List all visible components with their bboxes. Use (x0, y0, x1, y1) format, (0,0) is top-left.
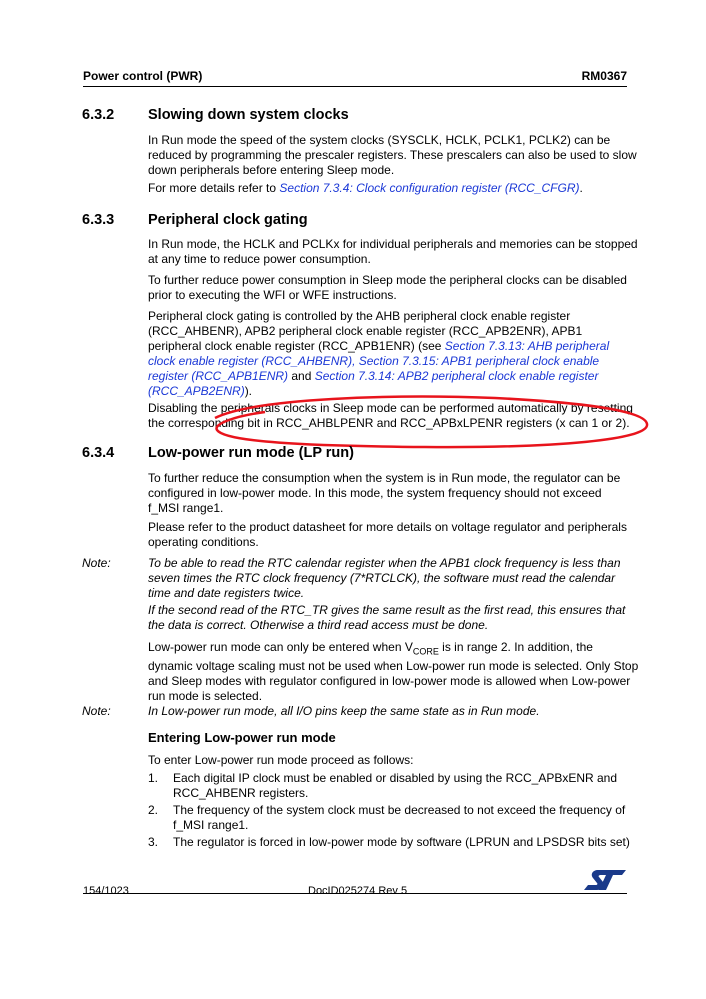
text-line: Please refer to the product datasheet for more details on voltage regulator and peripherals (148, 520, 627, 534)
text-line: Peripheral clock gating is controlled by the AHB peripheral clock enable register (148, 309, 571, 323)
text-line: time and date registers twice. (148, 586, 305, 600)
text-line: down peripherals before entering Sleep mode. (148, 163, 395, 177)
paragraph-lp-run-conditions (148, 640, 639, 704)
paragraph-datasheet-ref (148, 520, 630, 550)
section-title-6-3-2: Slowing down system clocks (148, 107, 349, 123)
paragraph-more-details (148, 181, 630, 196)
text-line: (RCC_AHBENR), APB2 peripheral clock enable register (RCC_APB2ENR), APB1 (148, 324, 583, 338)
paragraph-enter-intro (148, 753, 630, 768)
header-section-title: Power control (PWR) (83, 69, 203, 83)
text-line: seven times the RTC clock frequency (7*RTCLCK), the software must read the calendar (148, 571, 616, 585)
text-span: Low-power run mode can only be entered when V (148, 640, 413, 654)
section-title-6-3-3: Peripheral clock gating (148, 212, 308, 228)
header-doc-id: RM0367 (581, 69, 627, 83)
header-divider (83, 86, 627, 87)
section-number-6-3-2: 6.3.2 (82, 107, 115, 123)
note-label: Note: (82, 556, 111, 570)
link-section-7-3-4[interactable]: Section 7.3.4: Clock configuration register (RCC_CFGR) (279, 181, 580, 195)
text-line: The regulator is forced in low-power mode by software (LPRUN and LPSDSR bits set) (173, 835, 630, 849)
text-line: In Run mode the speed of the system clocks (SYSCLK, HCLK, PCLK1, PCLK2) can be (148, 133, 611, 147)
link-section-7-3-15[interactable]: clock enable register (RCC_AHBENR), Section 7.3.15: APB1 peripheral clock enable (148, 354, 600, 368)
text-line: Each digital IP clock must be enabled or disabled by using the RCC_APBxENR and (173, 771, 618, 785)
text-line: the corresponding bit in RCC_AHBLPENR and RCC_APBxLPENR registers (x can 1 or 2). (148, 416, 630, 430)
link-register-apb1enr[interactable]: register (RCC_APB1ENR) (148, 369, 289, 383)
note-rtc-calendar (148, 556, 630, 601)
section-number-6-3-3: 6.3.3 (82, 212, 115, 228)
text-line: In Run mode, the HCLK and PCLKx for individual peripherals and memories can be stopped (148, 237, 638, 251)
link-register-apb2enr[interactable]: (RCC_APB2ENR) (148, 384, 245, 398)
text-span: For more details refer to (148, 181, 280, 195)
text-line: operating conditions. (148, 535, 259, 549)
link-section-7-3-13[interactable]: Section 7.3.13: AHB peripheral (444, 339, 610, 353)
note-label: Note: (82, 704, 111, 718)
text-span: ). (244, 384, 253, 398)
text-line: To further reduce power consumption in Sleep mode the peripheral clocks can be disabled (148, 273, 627, 287)
text-line: Disabling the peripherals clocks in Sleep mode can be performed automatically by resetting (148, 401, 633, 415)
text-line: RCC_AHBENR registers. (173, 786, 309, 800)
paragraph-sleep-mode-clocks (148, 273, 630, 303)
note-rtc-second-read (148, 603, 630, 633)
text-line: To be able to read the RTC calendar register when the APB1 clock frequency is less than (148, 556, 621, 570)
paragraph-disabling-clocks (148, 401, 633, 431)
text-span: . (579, 181, 583, 195)
text-line: If the second read of the RTC_TR gives the same result as the first read, this ensures that (148, 603, 626, 617)
section-title-6-3-4: Low-power run mode (LP run) (148, 445, 354, 461)
subheading-entering-lp-run: Entering Low-power run mode (148, 730, 336, 745)
paragraph-clock-gating-registers (148, 309, 630, 399)
text-line: The frequency of the system clock must be decreased to not exceed the frequency of (173, 803, 626, 817)
text-line: To enter Low-power run mode proceed as follows: (148, 753, 414, 767)
text-line: at any time to reduce power consumption. (148, 252, 371, 266)
st-logo-icon (584, 870, 626, 890)
section-number-6-3-4: 6.3.4 (82, 445, 115, 461)
subscript-core: CORE (412, 646, 439, 657)
text-line: prior to executing the WFI or WFE instructions. (148, 288, 397, 302)
text-line: dynamic voltage scaling must not be used when Low-power run mode is selected. Only Stop (148, 659, 639, 674)
footer-doc-id: DocID025274 Rev 5 (308, 885, 408, 897)
text-line: run mode is selected. (148, 689, 263, 704)
list-item-number: 3. (148, 835, 159, 849)
text-line: f_MSI range1. (173, 818, 249, 832)
text-span: is in range 2. In addition, the (438, 640, 593, 654)
text-line: reduced by programming the prescaler registers. These prescalers can also be used to slow (148, 148, 637, 162)
list-item (173, 803, 633, 833)
paragraph-clock-gating-intro (148, 237, 638, 267)
text-span: and (288, 369, 315, 383)
list-item (173, 835, 633, 850)
text-line: and Sleep modes with regulator configured in low-power mode is allowed when Low-power (148, 674, 631, 689)
text-line: To further reduce the consumption when the system is in Run mode, the regulator can be (148, 471, 621, 485)
list-item-number: 1. (148, 771, 159, 785)
paragraph-lp-run-intro (148, 471, 630, 516)
note-io-pins (148, 704, 630, 719)
footer-page-number: 154/1023 (83, 885, 129, 897)
paragraph-slowing-clocks (148, 133, 637, 178)
list-item-number: 2. (148, 803, 159, 817)
list-item (173, 771, 633, 801)
text-line: In Low-power run mode, all I/O pins keep the same state as in Run mode. (148, 704, 540, 718)
link-section-7-3-14[interactable]: Section 7.3.14: APB2 peripheral clock enable register (314, 369, 599, 383)
text-line: configured in low-power mode. In this mode, the system frequency should not exceed (148, 486, 602, 500)
text-line: f_MSI range1. (148, 501, 224, 515)
text-line: the data is correct. Otherwise a third read access must be done. (148, 618, 489, 632)
page-header (83, 69, 627, 87)
text-span: peripheral clock enable register (RCC_APB1ENR) (see (148, 339, 445, 353)
